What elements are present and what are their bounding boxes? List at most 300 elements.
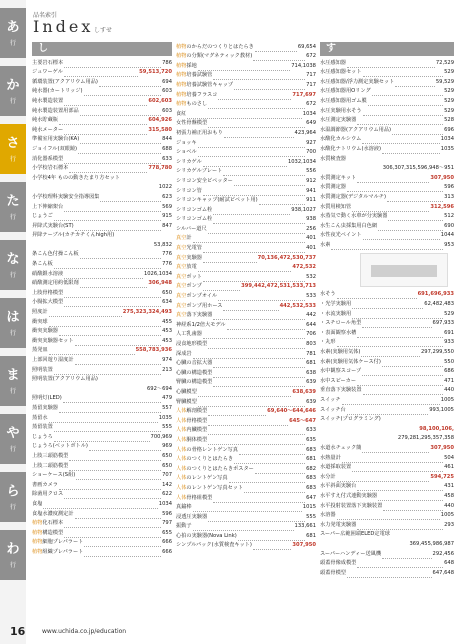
tab-gyo: 行	[9, 40, 16, 47]
header-kana: しすせ	[94, 27, 113, 34]
entry-name-text: 水圧実験用水そう	[320, 107, 362, 114]
entry-name	[320, 482, 356, 491]
leader-dots	[363, 109, 444, 116]
entry-pages[interactable]: 1044	[440, 232, 454, 239]
entry-pages[interactable]: 279,281,295,357,358	[397, 435, 454, 442]
entry-pages[interactable]: 533	[306, 293, 316, 300]
entry-pages[interactable]: 596	[444, 184, 454, 191]
entry-pages[interactable]: 59,513,720	[139, 69, 172, 76]
leader-dots	[342, 398, 440, 405]
entry-pages[interactable]: 717	[306, 81, 316, 88]
index-entry	[320, 367, 454, 377]
entry-pages[interactable]: 639	[306, 379, 316, 386]
entry-pages[interactable]: 256	[306, 225, 316, 232]
index-entry	[32, 125, 172, 135]
index-entry	[320, 183, 454, 193]
leader-dots	[224, 131, 294, 138]
index-entry	[176, 378, 316, 388]
leader-dots	[208, 342, 305, 349]
entry-pages[interactable]: 778,780	[148, 165, 172, 172]
entry-name	[320, 511, 336, 520]
entry-tag: 真空	[176, 302, 187, 309]
entry-name	[176, 148, 197, 157]
entry-pages[interactable]: 714,1038	[291, 62, 316, 69]
entry-name	[176, 340, 207, 349]
entry-name-text: 上肢三頭筋模型	[32, 452, 69, 459]
tab-kana: ら	[6, 484, 20, 499]
entry-name	[320, 377, 356, 386]
leader-dots	[198, 400, 305, 407]
index-entry	[320, 530, 454, 540]
entry-tag: 人体	[176, 484, 187, 491]
entry-name	[320, 396, 341, 405]
entry-pages[interactable]: 70,136,472,530,737	[257, 254, 316, 261]
entry-pages[interactable]: 53,832	[153, 241, 172, 248]
entry-name-text: 小学校理科実験安全指導図集	[32, 193, 100, 200]
entry-pages[interactable]: 399,442,472,531,533,713	[241, 283, 316, 290]
entry-name-text: 水圧感知器/浮力測定実験セット	[320, 78, 395, 85]
tab-gyo: 行	[9, 214, 16, 221]
entry-pages[interactable]: 512	[444, 213, 454, 220]
entry-pages[interactable]: 504	[444, 454, 454, 461]
entry-pages[interactable]: 692〜694	[147, 385, 172, 392]
entry-tag: 植物	[176, 53, 187, 60]
index-entry	[32, 336, 172, 346]
entry-pages[interactable]: 1035	[440, 145, 454, 152]
index-entry	[320, 87, 454, 97]
entry-pages[interactable]: 645〜647	[289, 417, 316, 424]
index-entry	[176, 148, 316, 158]
entry-name-text: 水力発電実験器	[320, 521, 357, 528]
entry-name	[176, 302, 222, 311]
entry-tag: 人体	[176, 427, 187, 434]
entry-pages[interactable]: 1034	[440, 136, 454, 143]
entry-pages[interactable]: 691,696,933	[417, 291, 454, 298]
entry-pages[interactable]: 941	[306, 187, 316, 194]
entry-pages[interactable]: 297,299,550	[420, 349, 454, 356]
entry-pages[interactable]: 707	[162, 472, 172, 479]
entry-name	[32, 394, 62, 403]
entry-pages[interactable]: 307,950	[292, 542, 316, 549]
leader-dots	[193, 505, 302, 512]
entry-pages[interactable]: 529	[444, 97, 454, 104]
leader-dots	[357, 561, 443, 568]
entry-pages[interactable]: 650	[162, 452, 172, 459]
entry-pages[interactable]: 401	[306, 235, 316, 242]
entry-name-text: 光電管	[186, 245, 202, 252]
leader-dots	[49, 320, 162, 327]
leader-dots	[347, 571, 432, 578]
entry-pages[interactable]: 604,926	[148, 117, 172, 124]
entry-pages[interactable]: 479	[162, 395, 172, 402]
index-entry	[176, 455, 316, 465]
entry-pages[interactable]: 142	[162, 481, 172, 488]
index-tab[interactable]	[0, 414, 26, 464]
entry-pages[interactable]: 1005	[440, 512, 454, 519]
entry-pages[interactable]: 648	[444, 560, 454, 567]
entry-pages[interactable]: 423,964	[294, 129, 316, 136]
entry-pages[interactable]: 213	[162, 366, 172, 373]
entry-pages[interactable]: 915	[162, 213, 172, 220]
index-tab[interactable]	[0, 356, 26, 406]
entry-name	[320, 231, 362, 240]
entry-pages[interactable]: 69,654	[297, 43, 316, 50]
entry-pages[interactable]: 369,455,986,987	[409, 540, 454, 547]
entry-pages[interactable]: 602,603	[148, 97, 172, 104]
entry-pages[interactable]: 555	[162, 424, 172, 431]
entry-pages[interactable]: 558,783,936	[135, 347, 172, 354]
entry-name	[32, 423, 53, 432]
entry-pages[interactable]: 633	[306, 427, 316, 434]
index-entry	[176, 311, 316, 321]
entry-name	[176, 206, 212, 215]
entry-name	[32, 462, 68, 471]
entry-pages[interactable]: 532	[306, 273, 316, 280]
entry-name-text: 浸透圧実験器	[176, 513, 208, 520]
index-entry	[320, 376, 454, 386]
entry-name	[320, 78, 394, 87]
entry-name-text: スイッチ台	[320, 406, 346, 413]
entry-tag: 人体	[176, 446, 187, 453]
footer-url[interactable]: www.uchida.co.jp/education	[42, 628, 127, 635]
entry-pages[interactable]: 442,532,533	[279, 302, 316, 309]
entry-pages[interactable]: 938,1027	[291, 206, 316, 213]
entry-pages[interactable]: 440	[444, 387, 454, 394]
entry-pages[interactable]: 700,969	[150, 433, 172, 440]
leader-dots	[80, 252, 161, 259]
index-entry	[32, 154, 172, 164]
entry-pages[interactable]: 683	[306, 446, 316, 453]
entry-name-text: シリコンゴム栓	[176, 216, 213, 223]
entry-pages[interactable]: 306,948	[148, 280, 172, 287]
entry-pages[interactable]: 672	[306, 101, 316, 108]
entry-pages[interactable]: 847	[162, 222, 172, 229]
leader-dots	[357, 379, 443, 386]
entry-pages[interactable]: 1005	[440, 397, 454, 403]
entry-name	[32, 126, 63, 135]
entry-pages[interactable]: 672	[306, 53, 316, 60]
index-entry	[176, 291, 316, 301]
entry-name	[32, 174, 120, 183]
entry-pages[interactable]: 603	[162, 107, 172, 114]
entry-name-text: シリコン管	[176, 187, 202, 194]
leader-dots	[378, 494, 443, 501]
entry-name-text: のつくりとはたらき	[186, 456, 234, 463]
entry-name	[32, 193, 99, 202]
entry-pages[interactable]: 786	[162, 59, 172, 66]
entry-pages[interactable]: 453	[162, 328, 172, 335]
index-entry	[32, 461, 172, 471]
entry-pages[interactable]: 292,456	[432, 550, 454, 557]
entry-name-text: 食塩水濃度測定計	[32, 510, 74, 517]
entry-pages[interactable]: 649	[306, 120, 316, 127]
entry-pages[interactable]: 993,1005	[429, 406, 454, 413]
index-tab[interactable]	[0, 530, 26, 580]
entry-name	[32, 135, 79, 144]
entry-name	[176, 503, 192, 512]
entry-name	[320, 135, 361, 144]
entry-pages[interactable]: 688	[162, 145, 172, 152]
entry-pages[interactable]: 440	[444, 502, 454, 509]
entry-pages[interactable]: 690	[444, 222, 454, 229]
entry-pages[interactable]: 1022	[158, 184, 172, 191]
entry-pages[interactable]: 717,697	[292, 91, 316, 98]
entry-pages[interactable]: 776	[162, 251, 172, 258]
entry-pages[interactable]: 529	[444, 310, 454, 317]
index-entry	[176, 464, 316, 474]
entry-pages[interactable]: 681	[306, 360, 316, 367]
leader-dots	[244, 486, 305, 493]
entry-pages[interactable]: 1015	[302, 504, 316, 511]
index-entry	[176, 474, 316, 484]
entry-pages[interactable]: 556	[306, 168, 316, 175]
entry-name	[32, 203, 63, 212]
entry-pages[interactable]: 633	[162, 155, 172, 162]
entry-pages[interactable]: 691	[444, 329, 454, 336]
entry-pages[interactable]: 622	[162, 491, 172, 498]
leader-dots	[363, 388, 444, 395]
tab-kana: や	[6, 426, 20, 441]
entry-pages[interactable]: 555	[306, 513, 316, 520]
entry-pages[interactable]: 655	[162, 529, 172, 536]
leader-dots	[193, 236, 306, 243]
entry-pages[interactable]: 681	[306, 532, 316, 539]
entry-name-text: 解剖模型	[186, 408, 208, 415]
entry-pages[interactable]: 683	[306, 484, 316, 491]
leader-dots	[75, 224, 161, 231]
entry-pages[interactable]: 455	[162, 318, 172, 325]
index-tab[interactable]	[0, 8, 26, 58]
entry-name	[176, 417, 207, 426]
entry-name-text: 骨格模型	[186, 417, 208, 424]
entry-pages[interactable]: 638,639	[292, 388, 316, 395]
entry-pages[interactable]: 98,100,106,	[419, 425, 454, 432]
entry-pages[interactable]: 1034	[302, 110, 316, 117]
entry-pages[interactable]: 700	[306, 149, 316, 156]
leader-dots	[69, 454, 161, 461]
entry-pages[interactable]: 293	[444, 521, 454, 528]
entry-pages[interactable]: 644	[306, 321, 316, 328]
entry-pages[interactable]: 133,661	[294, 523, 316, 530]
entry-pages[interactable]: 442	[306, 312, 316, 319]
entry-pages[interactable]: 315,580	[148, 126, 172, 133]
entry-pages[interactable]: 1034	[158, 500, 172, 507]
entry-pages[interactable]: 528	[444, 117, 454, 124]
entry-pages[interactable]: 275,323,324,493	[122, 309, 172, 316]
entry-name	[320, 155, 346, 164]
index-entry	[176, 90, 316, 100]
entry-pages[interactable]: 844	[162, 136, 172, 143]
entry-name	[176, 263, 197, 272]
entry-pages[interactable]: 938	[306, 216, 316, 223]
section-header: し	[32, 42, 172, 56]
page-number: 16	[10, 625, 26, 638]
entry-pages[interactable]: 461	[444, 464, 454, 471]
entry-pages[interactable]: 683	[306, 475, 316, 482]
entry-pages[interactable]: 974	[162, 357, 172, 363]
entry-pages[interactable]: 401	[306, 245, 316, 252]
index-entry	[320, 443, 454, 453]
entry-pages[interactable]: 62,482,483	[424, 301, 454, 308]
entry-pages[interactable]: 969	[162, 443, 172, 450]
entry-name	[32, 289, 63, 298]
entry-name-text: 真鍮棒	[176, 504, 192, 511]
index-tab[interactable]	[0, 66, 26, 116]
index-tab[interactable]	[0, 240, 26, 290]
index-entry	[32, 307, 172, 317]
leader-dots	[208, 428, 305, 435]
leader-dots	[49, 416, 158, 423]
index-tab[interactable]	[0, 182, 26, 232]
entry-pages[interactable]: 927	[306, 139, 316, 146]
entry-tag: 人体	[176, 417, 187, 424]
index-entry	[32, 135, 172, 145]
entry-pages[interactable]: 1035	[158, 414, 172, 421]
entry-name	[176, 196, 258, 205]
leader-dots	[342, 456, 443, 463]
leader-dots	[383, 504, 443, 511]
entry-pages[interactable]: 681	[306, 456, 316, 463]
entry-name-text: 培養フラスコ	[186, 91, 218, 98]
entry-name	[320, 126, 391, 135]
entry-pages[interactable]: 69,640〜644,646	[267, 408, 316, 415]
entry-name	[320, 348, 360, 357]
entry-name	[32, 366, 53, 375]
entry-pages[interactable]: 603	[162, 88, 172, 95]
entry-name-text: 計	[186, 235, 192, 242]
index-entry	[176, 61, 316, 71]
entry-pages[interactable]: 694	[162, 78, 172, 85]
entry-name-text: 採地	[186, 62, 197, 69]
entry-pages[interactable]: 529	[444, 69, 454, 76]
index-tab[interactable]	[0, 298, 26, 348]
entry-pages[interactable]: 307,950	[430, 444, 454, 451]
leader-dots	[337, 513, 440, 520]
entry-pages[interactable]: 717	[306, 72, 316, 79]
tab-gyo: 行	[9, 330, 16, 337]
entry-pages[interactable]: 529	[444, 107, 454, 114]
entry-pages[interactable]: 634	[162, 299, 172, 306]
entry-name-text: 水そう	[320, 291, 336, 298]
leader-dots	[361, 350, 420, 357]
leader-dots	[64, 521, 161, 528]
section-header: す	[320, 42, 454, 56]
entry-pages[interactable]: 650	[162, 289, 172, 296]
entry-name-text: 循環装置(アクアリウム用品)	[32, 78, 98, 85]
entry-pages[interactable]: 696	[444, 126, 454, 133]
entry-pages[interactable]: 781	[306, 350, 316, 357]
entry-pages[interactable]: 803	[306, 341, 316, 347]
entry-name-text: 心拍の実験器(Nova Link)	[176, 532, 237, 539]
index-entry	[320, 125, 454, 135]
entry-pages[interactable]: 72,529	[435, 59, 454, 66]
entry-pages[interactable]: 776	[162, 261, 172, 268]
entry-name	[32, 442, 88, 451]
entry-pages[interactable]: 1032,1034	[287, 158, 316, 165]
entry-pages[interactable]: 557	[162, 404, 172, 411]
entry-name	[32, 529, 63, 538]
entry-pages[interactable]: 313	[444, 193, 454, 200]
entry-pages[interactable]: 453	[162, 337, 172, 344]
entry-name	[320, 145, 381, 154]
entry-name	[320, 203, 351, 212]
index-entry	[320, 405, 454, 415]
index-entry	[32, 250, 172, 260]
entry-pages[interactable]: 797	[162, 520, 172, 527]
entry-pages[interactable]: 635	[306, 436, 316, 443]
entry-pages[interactable]: 307,950	[430, 174, 454, 181]
entry-pages[interactable]: 458	[444, 492, 454, 499]
entry-name	[320, 530, 390, 539]
entry-name-text: 組織プレパラート	[42, 548, 84, 555]
entry-name-text: 水質測定器(デジタルマルチ)	[320, 193, 386, 200]
entry-pages[interactable]: 682	[306, 465, 316, 472]
leader-dots	[208, 438, 305, 445]
index-tab[interactable]	[0, 472, 26, 522]
entry-pages[interactable]: 312,596	[430, 203, 454, 210]
entry-pages[interactable]: 623	[162, 193, 172, 200]
entry-name	[32, 308, 48, 317]
entry-pages[interactable]: 472,532	[292, 264, 316, 271]
index-entry	[320, 240, 454, 250]
entry-pages[interactable]: 650	[162, 462, 172, 469]
entry-tag: 植物	[176, 91, 187, 98]
leader-dots	[331, 243, 443, 250]
entry-name	[176, 484, 243, 493]
entry-pages[interactable]: 666	[162, 548, 172, 555]
entry-name-text: 純水貯蔵瓶	[32, 117, 58, 124]
index-entry-continuation	[320, 164, 454, 174]
entry-name	[32, 260, 53, 269]
entry-pages[interactable]: 911	[306, 197, 316, 204]
index-tab[interactable]	[0, 124, 26, 174]
entry-name-text: ショーケース(S組)	[32, 472, 76, 479]
entry-tag: 人体	[176, 475, 187, 482]
leader-dots	[64, 157, 161, 164]
entry-name-text: 水平すえ付式連動実験器	[320, 492, 378, 499]
entry-pages[interactable]: 647,648	[432, 569, 454, 576]
index-entry	[176, 119, 316, 129]
entry-pages[interactable]: 639	[306, 398, 316, 405]
entry-pages[interactable]: 471	[444, 377, 454, 384]
entry-name-text: 食紅	[176, 110, 187, 117]
entry-pages[interactable]: 594,725	[430, 473, 454, 480]
entry-pages[interactable]: 697,933	[432, 320, 454, 327]
entry-pages[interactable]: 596	[162, 510, 172, 517]
entry-name-text: 蒸留装置	[32, 424, 53, 431]
entry-pages[interactable]: 686	[444, 368, 454, 375]
index-entry	[176, 205, 316, 215]
entry-pages[interactable]: 550	[444, 358, 454, 365]
entry-pages[interactable]: 647	[306, 494, 316, 501]
entry-pages[interactable]: 59,529	[435, 78, 454, 85]
tab-gyo: 行	[9, 562, 16, 569]
entry-pages[interactable]: 638	[306, 369, 316, 376]
entry-pages[interactable]: 431	[444, 483, 454, 490]
entry-pages[interactable]: 1026,1034	[143, 270, 172, 277]
entry-pages[interactable]: 706	[306, 331, 316, 338]
entry-name	[320, 521, 356, 530]
entry-pages[interactable]: 666	[162, 539, 172, 546]
entry-pages[interactable]: 912	[306, 177, 316, 184]
index-entry	[176, 234, 316, 244]
index-entry	[32, 116, 172, 126]
entry-pages[interactable]: 953	[444, 241, 454, 248]
entry-pages[interactable]: 306,307,315,596,948〜951	[382, 165, 454, 172]
entry-pages[interactable]: 933	[444, 339, 454, 346]
entry-pages[interactable]: 569	[162, 203, 172, 210]
entry-pages[interactable]: 529	[444, 88, 454, 95]
